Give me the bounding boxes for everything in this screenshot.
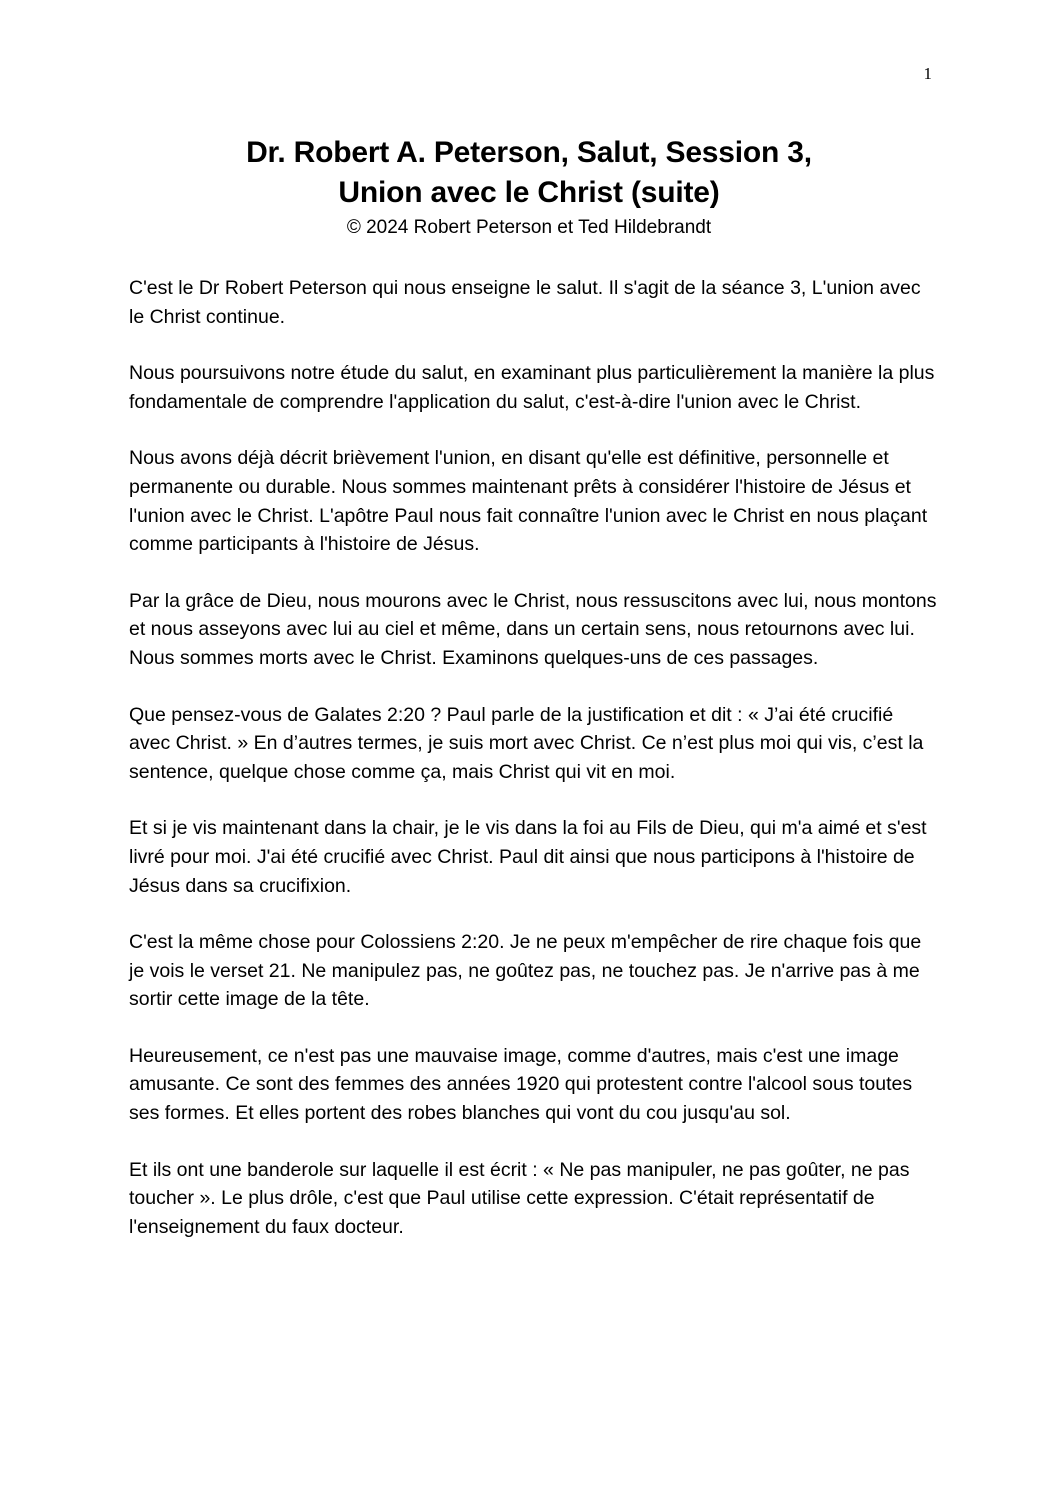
paragraph-3: Nous avons déjà décrit brièvement l'union, en disant qu'elle est définitive, personnelle et permanente ou durable. Nous sommes maintenant prêts à considérer l'histoire de Jésus et l'union avec le Christ. L'apôtre Paul nous fait connaître l'union avec le Christ en nous plaçant comme participants à l'histoire de Jésus.: [129, 447, 928, 556]
copyright-notice: © 2024 Robert Peterson et Ted Hildebrandt: [346, 217, 712, 238]
title-block: [0, 133, 1058, 241]
document-title-line-1: Dr. Robert A. Peterson, Salut, Session 3,: [246, 136, 812, 169]
paragraph-2: Nous poursuivons notre étude du salut, en examinant plus particulièrement la manière la plus fondamentale de comprendre l'application du salut, c'est-à-dire l'union avec le Christ.: [129, 362, 935, 413]
paragraph-6: Et si je vis maintenant dans la chair, je le vis dans la foi au Fils de Dieu, qui m'a aimé et s'est livré pour moi. J'ai été crucifié avec Christ. Paul dit ainsi que nous participons à l'histoire de Jésus dans sa crucifixion.: [129, 817, 927, 897]
body-text: [129, 274, 939, 1269]
document-title-line-2: Union avec le Christ (suite): [338, 176, 720, 209]
paragraph-5: Que pensez-vous de Galates 2:20 ? Paul parle de la justification et dit : « J’ai été crucifié avec Christ. » En d’autres termes, je suis mort avec Christ. Ce n’est plus moi qui vis, c’est la sentence, quelque chose comme ça, mais Christ qui vit en moi.: [129, 703, 924, 783]
paragraph-4: Par la grâce de Dieu, nous mourons avec le Christ, nous ressuscitons avec lui, nous montons et nous asseyons avec lui au ciel et même, dans un certain sens, nous retournons avec lui. Nous sommes morts avec le Christ. Examinons quelques-uns de ces passages.: [129, 589, 937, 669]
paragraph-7: C'est la même chose pour Colossiens 2:20. Je ne peux m'empêcher de rire chaque fois que je vois le verset 21. Ne manipulez pas, ne goûtez pas, ne touchez pas. Je n'arrive pas à me sortir cette image de la tête.: [129, 931, 922, 1011]
paragraph-8: Heureusement, ce n'est pas une mauvaise image, comme d'autres, mais c'est une image amusante. Ce sont des femmes des années 1920 qui protestent contre l'alcool sous toutes ses formes. Et elles portent des robes blanches qui vont du cou jusqu'au sol.: [129, 1044, 913, 1125]
paragraph-9: Et ils ont une banderole sur laquelle il est écrit : « Ne pas manipuler, ne pas goûter, ne pas toucher ». Le plus drôle, c'est que Paul utilise cette expression. C'était représentatif de l'enseignement du faux docteur.: [129, 1158, 910, 1238]
page-number: 1: [923, 64, 932, 83]
paragraph-1: C'est le Dr Robert Peterson qui nous enseigne le salut. Il s'agit de la séance 3, L'union avec le Christ continue.: [129, 277, 921, 328]
